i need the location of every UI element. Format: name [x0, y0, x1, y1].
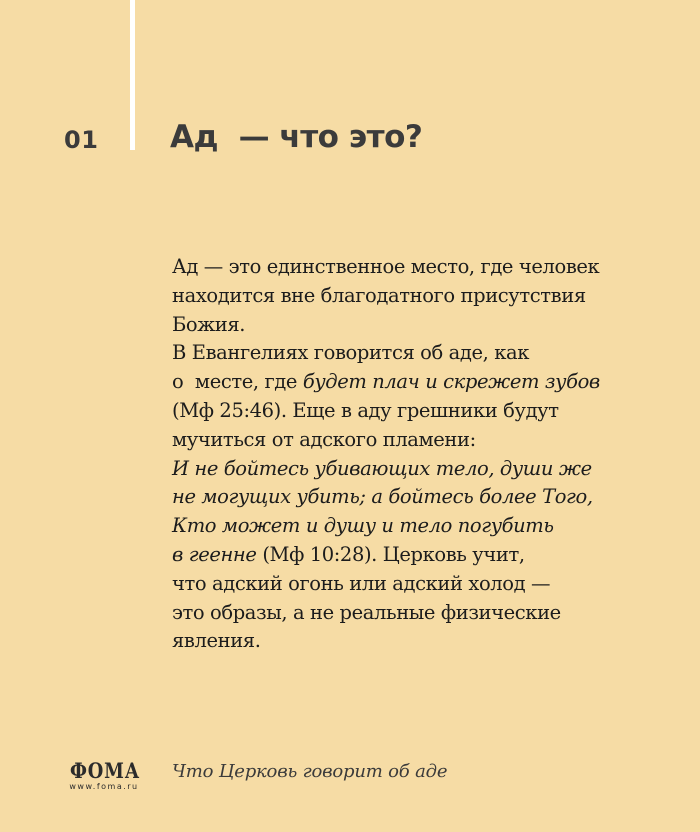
scripture-quote: в геенне [172, 542, 257, 566]
scripture-quote-line: не могущих убить; а бойтесь более Того, [172, 485, 593, 509]
foma-logo [64, 760, 144, 792]
section-number: 01 [64, 126, 99, 154]
footer-caption: Что Церковь говорит об аде [172, 761, 448, 782]
body-line: что адский огонь или адский холод — [172, 571, 551, 595]
scripture-quote-line: И не бойтесь убивающих тело, души же [172, 456, 592, 480]
body-line [172, 368, 672, 397]
body-line: В Евангелиях говорится об аде, как [172, 341, 530, 365]
body-line: Ад — это единственное место, где человек [172, 255, 600, 278]
body-line: Божия. [172, 312, 246, 336]
body-line: это образы, а не реальные физические [172, 600, 561, 624]
page-title: Ад — что это? [170, 119, 423, 155]
body-text-segment: (Мф 10:28). Церковь учит, [256, 542, 525, 566]
logo-url: www.foma.ru [69, 782, 139, 791]
body-line: мучиться от адского пламени: [172, 427, 476, 451]
body-text [172, 253, 672, 656]
logo-wordmark: ФОМА [70, 758, 141, 783]
body-text-segment: о месте, где [172, 370, 303, 394]
scripture-quote: будет плач и скрежет зубов [302, 370, 600, 394]
body-line: явления. [172, 629, 261, 653]
scripture-quote-line: Кто может и душу и тело погубить [172, 514, 554, 538]
body-line: находится вне благодатного присутствия [172, 283, 586, 307]
vertical-divider [130, 0, 135, 150]
body-line: (Мф 25:46). Еще в аду грешники будут [172, 398, 559, 422]
body-line [172, 541, 672, 570]
